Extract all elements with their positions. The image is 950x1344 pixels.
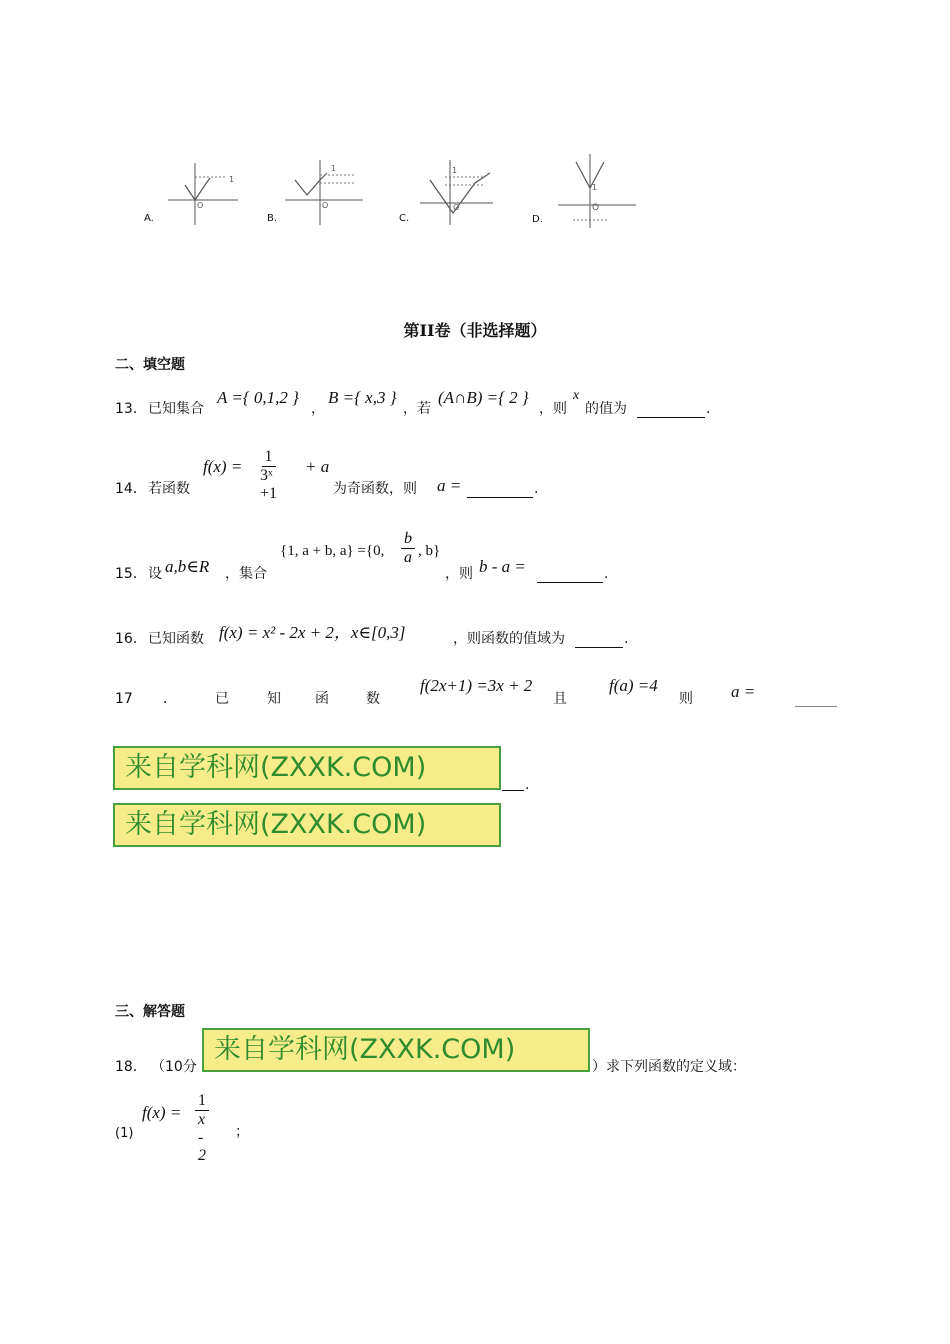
q17-char1: 已 (215, 691, 229, 707)
q17-expr1: f(2x+1) =3x + 2 (420, 676, 533, 695)
part2-title: 第II卷（非选择题） (403, 321, 547, 340)
q16-number: 16． (115, 631, 147, 647)
q17-number: 17 (115, 691, 133, 707)
q13-comma2: ，若 (403, 401, 431, 417)
q16-expr: f(x) = x² - 2x + 2，x∈[0,3] (219, 623, 406, 642)
graph-d-one: 1 (592, 183, 598, 192)
q18-sub1-numerator: 1 (195, 1092, 209, 1111)
watermark-banner-3: 来自学科网(ZXXK.COM) (202, 1028, 590, 1072)
q17-char3: 函 (315, 691, 329, 707)
q15-ab: a,b∈R (165, 557, 210, 576)
q13-end: . (706, 401, 711, 417)
q14-blank[interactable] (467, 483, 533, 498)
q13-var: x (573, 388, 580, 403)
section2-title: 二、填空题 (115, 357, 185, 373)
graph-option-a (140, 155, 250, 230)
q13-then: ，则 (539, 401, 567, 417)
graph-d-label: D. (532, 214, 543, 225)
q14-a-eq: a = (437, 476, 462, 495)
q15-then: ，则 (445, 566, 473, 582)
q14-fraction (257, 448, 280, 503)
q13-set-a: A ={ 0,1,2 } (217, 388, 299, 407)
q18-number: 18． (115, 1059, 147, 1075)
q15-expr: b - a = (479, 557, 526, 576)
q13-set-b: B ={ x,3 } (328, 388, 397, 407)
graph-b-one: 1 (331, 164, 337, 173)
graph-c-plot (395, 155, 505, 230)
graph-c-label: C. (399, 213, 410, 224)
q15-lead: 设 (148, 566, 162, 582)
q16-end: . (624, 631, 629, 647)
q17-a-eq: a = (731, 682, 756, 701)
q15-frac-den: a (404, 549, 412, 566)
q18-ask: ）求下列函数的定义域： (592, 1059, 746, 1075)
q14-mid: 为奇函数，则 (333, 481, 417, 497)
q17-blank-tail[interactable] (502, 776, 524, 791)
section3-title: 三、解答题 (115, 1004, 185, 1020)
q15-blank[interactable] (537, 568, 603, 583)
q15-set-left: {1, a + b, a} ={0, (280, 543, 385, 559)
q18-sub1-end: ； (235, 1124, 249, 1140)
graph-option-b (265, 155, 375, 230)
watermark-banner-2: 来自学科网(ZXXK.COM) (113, 803, 501, 847)
question-18 (115, 1028, 815, 1078)
graph-a-plot (140, 155, 250, 230)
q13-number: 13． (115, 401, 147, 417)
q15-set-right: , b} (418, 543, 441, 559)
q17-qie: 且 (553, 691, 567, 707)
q14-numerator: 1 (262, 448, 276, 467)
graph-d-origin: O (592, 203, 600, 213)
q17-char4: 数 (366, 691, 380, 707)
graph-c-origin: O (453, 203, 460, 212)
q17-expr2: f(a) =4 (609, 676, 658, 695)
graph-option-d (528, 150, 643, 230)
graph-b-origin: O (322, 201, 329, 210)
graph-a-label: A. (144, 213, 154, 224)
q16-lead: 已知函数 (148, 631, 204, 647)
q18-sub1-label: (1) (115, 1126, 134, 1141)
q14-end: . (534, 481, 539, 497)
q15-fraction (401, 530, 415, 567)
q16-blank[interactable] (575, 633, 623, 648)
q14-number: 14． (115, 481, 147, 497)
q17-blank[interactable] (795, 692, 837, 707)
q18-sub1-fx: f(x) = (142, 1103, 182, 1122)
q14-plus-a: + a (305, 457, 330, 476)
graph-b-label: B. (267, 213, 278, 224)
q17-dot: ． (163, 691, 177, 707)
q13-comma1: ， (311, 401, 325, 417)
graph-c-one: 1 (452, 166, 458, 175)
q15-end: . (604, 566, 609, 582)
q14-denominator: 3ˣ +1 (260, 467, 278, 502)
q15-frac-num: b (401, 530, 415, 549)
q13-lead: 已知集合 (148, 401, 204, 417)
q17-char2: 知 (267, 691, 281, 707)
q13-ask: 的值为 (585, 401, 627, 417)
q13-blank[interactable] (637, 403, 705, 418)
q18-sub1-denominator: x - 2 (198, 1111, 206, 1164)
q14-fx: f(x) = (203, 457, 243, 476)
q14-lead: 若函数 (148, 481, 190, 497)
q17-ze: 则 (679, 691, 693, 707)
graph-b-plot (265, 155, 375, 230)
graph-d-plot (528, 150, 643, 230)
question-17 (115, 672, 845, 712)
graph-a-origin: O (197, 201, 204, 210)
q16-ask: ，则函数的值域为 (453, 631, 565, 647)
graph-a-one: 1 (229, 175, 235, 184)
q18-sub1-fraction (195, 1092, 209, 1165)
q15-number: 15． (115, 566, 147, 582)
q15-mid: ，集合 (225, 566, 267, 582)
q18-score: （10分 (151, 1059, 197, 1075)
graph-option-c (395, 155, 505, 230)
q17-end: . (525, 777, 530, 793)
watermark-banner-1: 来自学科网(ZXXK.COM) (113, 746, 501, 790)
q13-intersection: (A∩B) ={ 2 } (438, 388, 529, 407)
